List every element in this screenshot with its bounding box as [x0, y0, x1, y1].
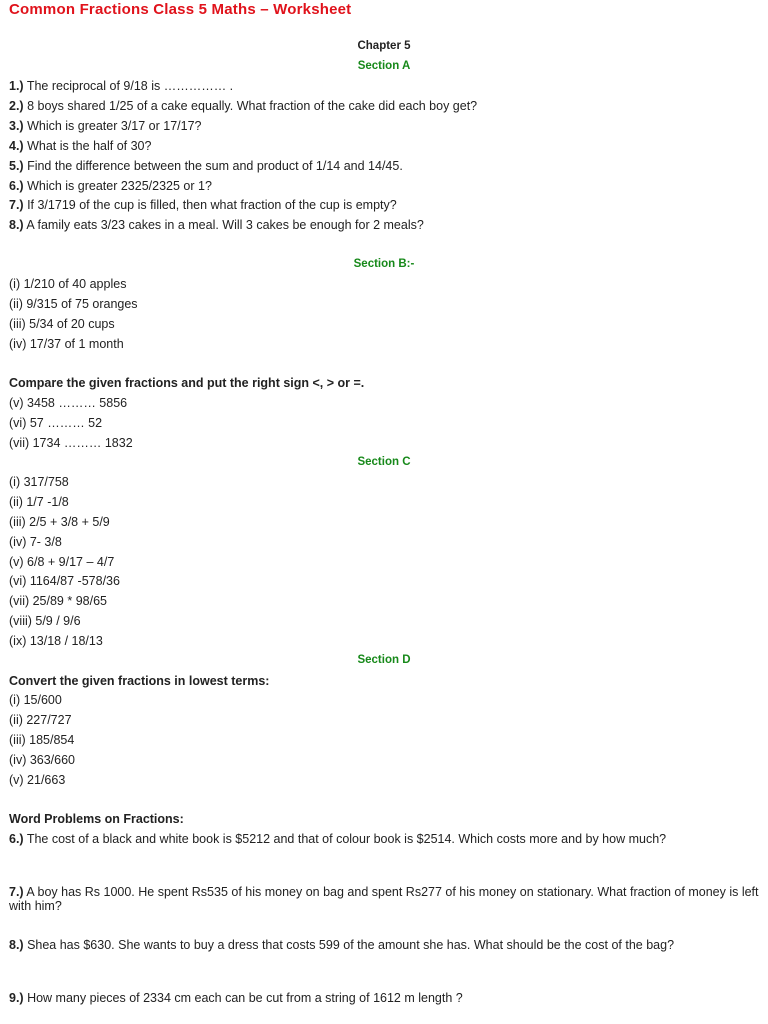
word-problem: 6.) The cost of a black and white book is $5212 and that of colour book is $2514. Which costs more and by how much?	[9, 832, 667, 846]
section-c-item: (ix) 13/18 / 18/13	[9, 634, 103, 648]
section-d-item: (ii) 227/727	[9, 713, 72, 727]
section-c-item: (ii) 1/7 -1/8	[9, 495, 69, 509]
section-d-item: (v) 21/663	[9, 773, 66, 787]
compare-item: (v) 3458 ……… 5856	[9, 396, 128, 410]
section-c-item: (vii) 25/89 * 98/65	[9, 594, 107, 608]
section-d-item: (iii) 185/854	[9, 733, 75, 747]
section-a-question: 2.) 8 boys shared 1/25 of a cake equally. What fraction of the cake did each boy get?	[9, 99, 478, 113]
compare-heading: Compare the given fractions and put the right sign <, > or =.	[9, 376, 365, 390]
compare-item: (vi) 57 ……… 52	[9, 416, 103, 430]
section-b-item: (iii) 5/34 of 20 cups	[9, 317, 115, 331]
section-c-item: (iii) 2/5 + 3/8 + 5/9	[9, 515, 110, 529]
worksheet-title: Common Fractions Class 5 Maths – Worksheet	[9, 1, 352, 18]
section-c-item: (iv) 7- 3/8	[9, 535, 62, 549]
section-a-question: 6.) Which is greater 2325/2325 or 1?	[9, 179, 212, 193]
section-d-item: (i) 15/600	[9, 693, 62, 707]
section-a-question: 1.) The reciprocal of 9/18 is …………… .	[9, 79, 234, 93]
section-b-item: (i) 1/210 of 40 apples	[9, 277, 127, 291]
word-problems-heading: Word Problems on Fractions:	[9, 812, 184, 826]
compare-item: (vii) 1734 ……… 1832	[9, 436, 133, 450]
section-c-item: (vi) 1164/87 -578/36	[9, 574, 120, 588]
section-a-question: 5.) Find the difference between the sum and product of 1/14 and 14/45.	[9, 159, 403, 173]
section-a-question: 3.) Which is greater 3/17 or 17/17?	[9, 119, 202, 133]
section-a-question: 8.) A family eats 3/23 cakes in a meal. Will 3 cakes be enough for 2 meals?	[9, 218, 424, 232]
section-b-item: (ii) 9/315 of 75 oranges	[9, 297, 138, 311]
section-b-item: (iv) 17/37 of 1 month	[9, 337, 124, 351]
section-a-question: 7.) If 3/1719 of the cup is filled, then what fraction of the cup is empty?	[9, 198, 397, 212]
word-problem: 7.) A boy has Rs 1000. He spent Rs535 of his money on bag and spent Rs277 of his money on stationary. What fraction of money is left with him?	[9, 885, 759, 913]
word-problem: 8.) Shea has $630. She wants to buy a dress that costs 599 of the amount she has. What should be the cost of the bag?	[9, 938, 675, 952]
convert-heading: Convert the given fractions in lowest terms:	[9, 674, 270, 688]
section-b-heading: Section B:-	[353, 258, 415, 270]
section-c-item: (i) 317/758	[9, 475, 69, 489]
section-c-item: (viii) 5/9 / 9/6	[9, 614, 81, 628]
section-a-question: 4.) What is the half of 30?	[9, 139, 152, 153]
section-a-heading: Section A	[357, 60, 411, 72]
chapter-label: Chapter 5	[357, 40, 411, 52]
word-problem: 9.) How many pieces of 2334 cm each can be cut from a string of 1612 m length ?	[9, 991, 463, 1005]
section-d-item: (iv) 363/660	[9, 753, 76, 767]
section-c-heading: Section C	[357, 456, 411, 468]
section-c-item: (v) 6/8 + 9/17 – 4/7	[9, 555, 115, 569]
section-d-heading: Section D	[357, 654, 411, 666]
